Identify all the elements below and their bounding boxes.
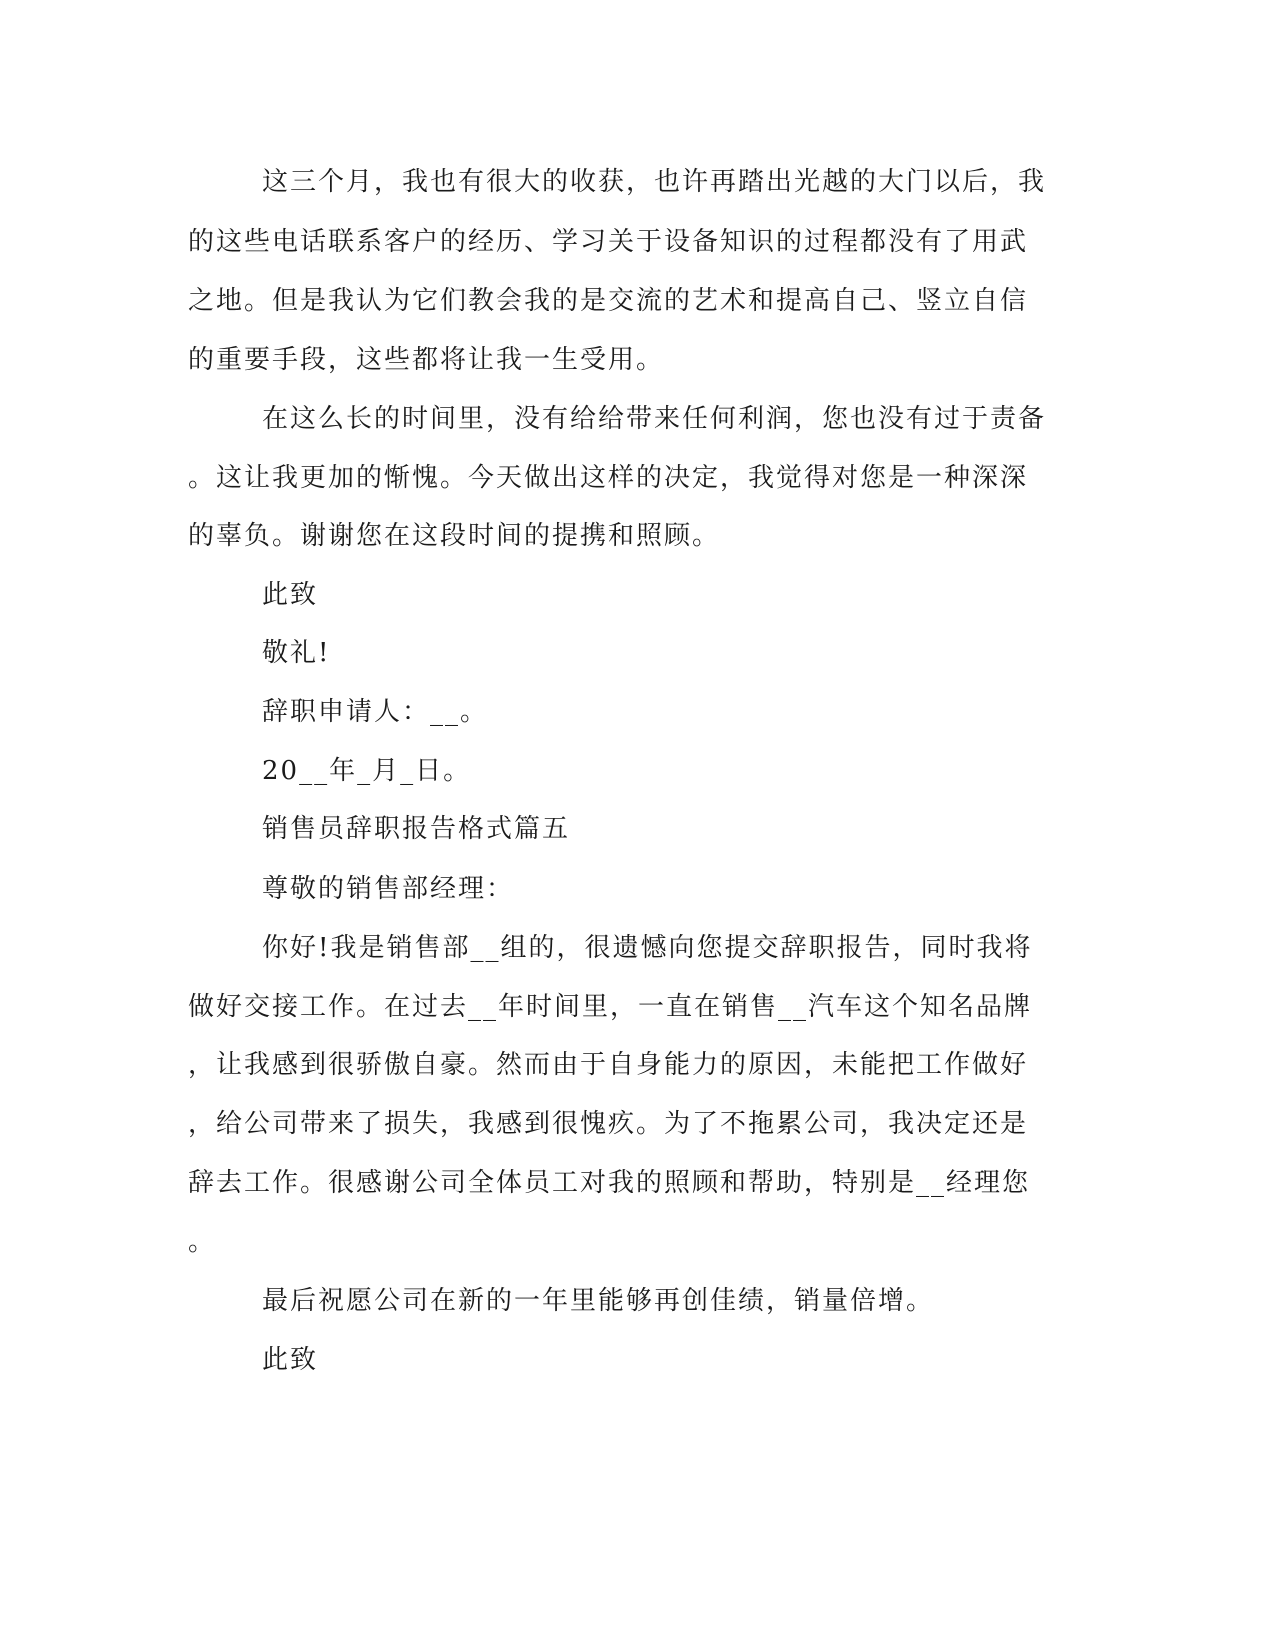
text-line: 这三个月，我也有很大的收获，也许再踏出光越的大门以后，我	[262, 167, 1047, 197]
text-line: 做好交接工作。在过去__年时间里，一直在销售__汽车这个知名品牌	[188, 992, 1033, 1022]
signature-line: 辞职申请人：__。	[262, 697, 489, 727]
text-line: 辞去工作。很感谢公司全体员工对我的照顾和帮助，特别是__经理您	[188, 1168, 1031, 1198]
text-line: 。这让我更加的惭愧。今天做出这样的决定，我觉得对您是一种深深	[188, 463, 1029, 493]
text-line: 。	[188, 1227, 217, 1257]
text-line: ，给公司带来了损失，我感到很愧疚。为了不拖累公司，我决定还是	[188, 1109, 1029, 1139]
closing-salutation: 此致	[262, 1345, 319, 1375]
text-line: 之地。但是我认为它们教会我的是交流的艺术和提高自己、竖立自信	[188, 286, 1029, 316]
text-line: 你好!我是销售部__组的，很遗憾向您提交辞职报告，同时我将	[262, 933, 1033, 963]
closing-regards: 敬礼!	[262, 638, 331, 668]
greeting: 尊敬的销售部经理：	[262, 874, 515, 904]
text-line: 的这些电话联系客户的经历、学习关于设备知识的过程都没有了用武	[188, 227, 1029, 257]
text-line: ，让我感到很骄傲自豪。然而由于自身能力的原因，未能把工作做好	[188, 1050, 1029, 1080]
text-line: 在这么长的时间里，没有给给带来任何利润，您也没有过于责备	[262, 404, 1047, 434]
text-line: 最后祝愿公司在新的一年里能够再创佳绩，销量倍增。	[262, 1286, 935, 1316]
section-title: 销售员辞职报告格式篇五	[262, 814, 571, 844]
date-line: 20__年_月_日。	[262, 756, 472, 786]
text-line: 的重要手段，这些都将让我一生受用。	[188, 345, 665, 375]
closing-salutation: 此致	[262, 580, 319, 610]
text-line: 的辜负。谢谢您在这段时间的提携和照顾。	[188, 521, 721, 551]
